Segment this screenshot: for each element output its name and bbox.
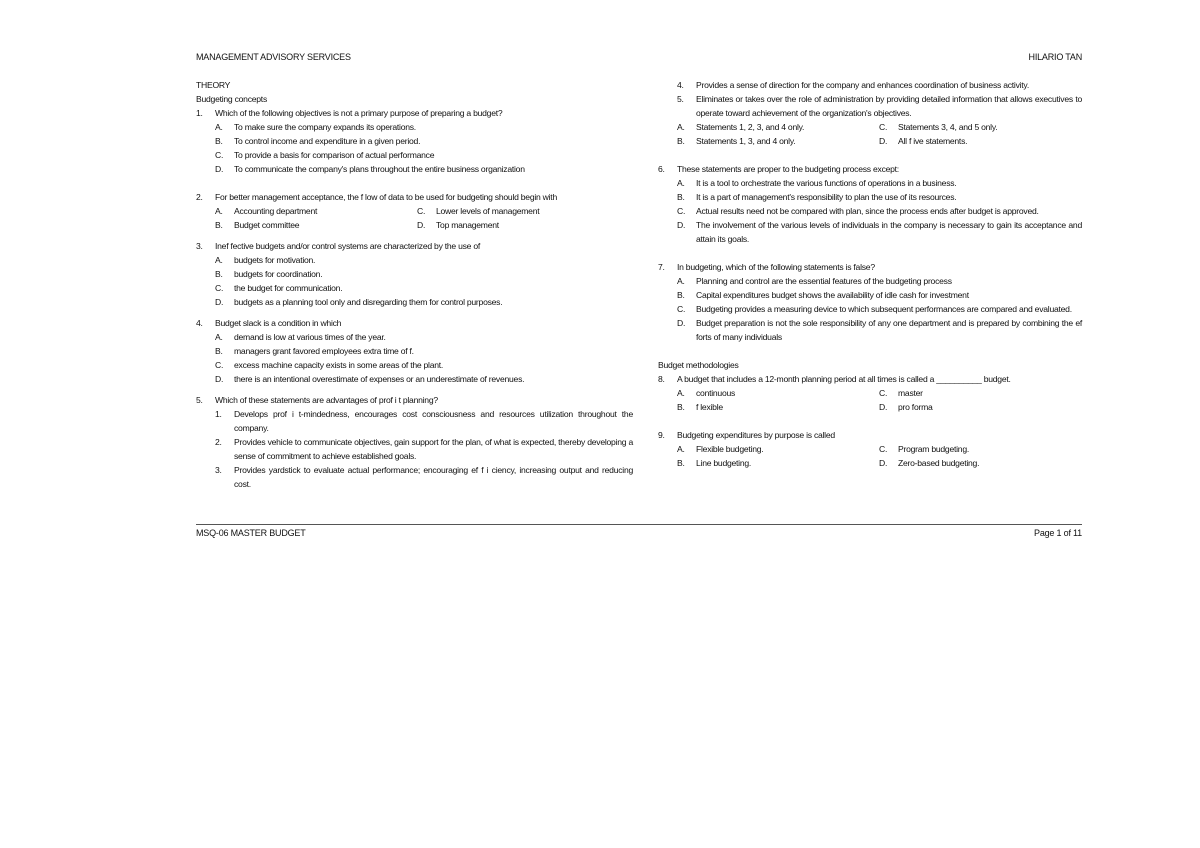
option-text: budgets for motivation. — [234, 255, 316, 265]
option-text: Statements 1, 3, and 4 only. — [696, 136, 796, 146]
option-text: budgets as a planning tool only and disregarding them for control purposes. — [234, 297, 503, 307]
option-letter: D. — [215, 374, 224, 384]
option-letter: C. — [879, 122, 888, 132]
question-number: 6. — [658, 164, 665, 174]
option-letter: A. — [677, 444, 685, 454]
question-text: For better management acceptance, the f low of data to be used for budgeting should begin with — [215, 192, 557, 202]
option-letter: A. — [677, 178, 685, 188]
statement-number: 3. — [215, 465, 222, 475]
option-letter: C. — [879, 388, 888, 398]
option-text: budgets for coordination. — [234, 269, 323, 279]
option-letter: D. — [879, 458, 888, 468]
question-number: 8. — [658, 374, 665, 384]
option-letter: C. — [215, 150, 224, 160]
option-text: Zero-based budgeting. — [898, 458, 980, 468]
option-letter: C. — [677, 304, 686, 314]
option-letter: D. — [417, 220, 426, 230]
option-letter: C. — [879, 444, 888, 454]
option-text: Budgeting provides a measuring device to which subsequent performances are compared and evaluated. — [696, 304, 1072, 314]
statement-number: 2. — [215, 437, 222, 447]
option-text: pro forma — [898, 402, 933, 412]
question-number: 9. — [658, 430, 665, 440]
question-text: A budget that includes a 12-month planning period at all times is called a __________ budget. — [677, 374, 1011, 384]
subsection-title: Budgeting concepts — [196, 94, 267, 104]
subsection-title: Budget methodologies — [658, 360, 739, 370]
question-number: 7. — [658, 262, 665, 272]
question-number: 3. — [196, 241, 203, 251]
question-number: 1. — [196, 108, 203, 118]
option-text: f lexible — [696, 402, 723, 412]
option-text: It is a part of management's responsibility to plan the use of its resources. — [696, 192, 957, 202]
right-column — [658, 78, 1082, 470]
option-text: the budget for communication. — [234, 283, 343, 293]
question-text: Inef fective budgets and/or control systems are characterized by the use of — [215, 241, 480, 251]
statement-text: Develops prof i t-mindedness, encourages cost consciousness and resources utilization throughout the company. — [234, 409, 633, 433]
question-1 — [196, 106, 633, 176]
option-text: Flexible budgeting. — [696, 444, 764, 454]
option-text: Statements 1, 2, 3, and 4 only. — [696, 122, 805, 132]
option-text: Program budgeting. — [898, 444, 969, 454]
option-text: To control income and expenditure in a given period. — [234, 136, 421, 146]
option-letter: A. — [677, 388, 685, 398]
option-text: Top management — [436, 220, 499, 230]
question-text: Which of the following objectives is not a primary purpose of preparing a budget? — [215, 108, 503, 118]
statement-text: Provides a sense of direction for the company and enhances coordination of business activity. — [696, 80, 1029, 90]
option-letter: D. — [215, 164, 224, 174]
question-9 — [658, 428, 1082, 470]
option-letter: B. — [215, 220, 223, 230]
option-text: It is a tool to orchestrate the various functions of operations in a business. — [696, 178, 957, 188]
option-text: Planning and control are the essential features of the budgeting process — [696, 276, 952, 286]
section-title: THEORY — [196, 80, 231, 90]
option-text: excess machine capacity exists in some areas of the plant. — [234, 360, 444, 370]
option-text: master — [898, 388, 923, 398]
option-letter: A. — [215, 255, 223, 265]
option-letter: B. — [215, 269, 223, 279]
header-right: HILARIO TAN — [1028, 52, 1082, 62]
option-letter: B. — [677, 458, 685, 468]
option-letter: B. — [677, 136, 685, 146]
option-letter: B. — [677, 290, 685, 300]
question-text: Budget slack is a condition in which — [215, 318, 342, 328]
question-text: These statements are proper to the budgeting process except: — [677, 164, 899, 174]
option-letter: A. — [215, 332, 223, 342]
option-text: To provide a basis for comparison of actual performance — [234, 150, 435, 160]
header-left: MANAGEMENT ADVISORY SERVICES — [196, 52, 351, 62]
option-text: continuous — [696, 388, 736, 398]
question-2 — [196, 190, 633, 232]
option-letter: B. — [215, 346, 223, 356]
option-letter: C. — [677, 206, 686, 216]
option-text: Line budgeting. — [696, 458, 752, 468]
option-letter: D. — [215, 297, 224, 307]
question-text: Budgeting expenditures by purpose is called — [677, 430, 835, 440]
option-letter: C. — [215, 283, 224, 293]
option-text: Actual results need not be compared with plan, since the process ends after budget is approved. — [696, 206, 1039, 216]
option-letter: A. — [677, 276, 685, 286]
question-3 — [196, 239, 633, 309]
option-text: there is an intentional overestimate of expenses or an underestimate of revenues. — [234, 374, 525, 384]
page-footer — [196, 524, 1082, 538]
statement-text: Provides vehicle to communicate objectives, gain support for the plan, of what is expected, thereby developing a sense of commitment to achieve established goals. — [234, 437, 633, 461]
document-page — [196, 52, 1082, 538]
option-letter: B. — [677, 192, 685, 202]
option-text: All f ive statements. — [898, 136, 968, 146]
option-text: Budget preparation is not the sole responsibility of any one department and is prepared by combining the ef forts of many individuals — [696, 318, 1082, 342]
footer-left: MSQ-06 MASTER BUDGET — [196, 528, 306, 538]
option-text: Statements 3, 4, and 5 only. — [898, 122, 998, 132]
statement-number: 5. — [677, 94, 684, 104]
question-number: 5. — [196, 395, 203, 405]
page-header — [196, 52, 1082, 66]
question-4 — [196, 316, 633, 386]
statement-number: 4. — [677, 80, 684, 90]
question-5-continued — [658, 78, 1082, 148]
option-text: The involvement of the various levels of individuals in the company is necessary to gain its acceptance and attain its goals. — [696, 220, 1082, 244]
option-text: Budget committee — [234, 220, 300, 230]
question-number: 2. — [196, 192, 203, 202]
option-letter: A. — [215, 206, 223, 216]
option-text: Lower levels of management — [436, 206, 540, 216]
option-letter: A. — [215, 122, 223, 132]
option-letter: D. — [879, 402, 888, 412]
option-letter: B. — [677, 402, 685, 412]
option-letter: B. — [215, 136, 223, 146]
left-column — [196, 78, 633, 491]
page-number: Page 1 of 11 — [1034, 528, 1082, 538]
option-letter: D. — [879, 136, 888, 146]
option-letter: A. — [677, 122, 685, 132]
question-8 — [658, 372, 1082, 414]
question-7 — [658, 260, 1082, 344]
option-text: managers grant favored employees extra time of f. — [234, 346, 414, 356]
option-text: Capital expenditures budget shows the availability of idle cash for investment — [696, 290, 969, 300]
option-text: Accounting department — [234, 206, 318, 216]
statement-text: Provides yardstick to evaluate actual performance; encouraging ef f i ciency, increasing output and reducing cost. — [234, 465, 633, 489]
question-text: Which of these statements are advantages of prof i t planning? — [215, 395, 438, 405]
option-letter: D. — [677, 220, 686, 230]
option-text: demand is low at various times of the year. — [234, 332, 386, 342]
question-text: In budgeting, which of the following statements is false? — [677, 262, 875, 272]
option-letter: C. — [215, 360, 224, 370]
question-6 — [658, 162, 1082, 246]
question-5 — [196, 393, 633, 491]
option-text: To communicate the company's plans throughout the entire business organization — [234, 164, 525, 174]
option-letter: D. — [677, 318, 686, 328]
question-number: 4. — [196, 318, 203, 328]
option-text: To make sure the company expands its operations. — [234, 122, 416, 132]
option-letter: C. — [417, 206, 426, 216]
statement-text: Eliminates or takes over the role of administration by providing detailed information that allows executives to operate toward achievement of the organization's objectives. — [696, 94, 1082, 118]
statement-number: 1. — [215, 409, 222, 419]
